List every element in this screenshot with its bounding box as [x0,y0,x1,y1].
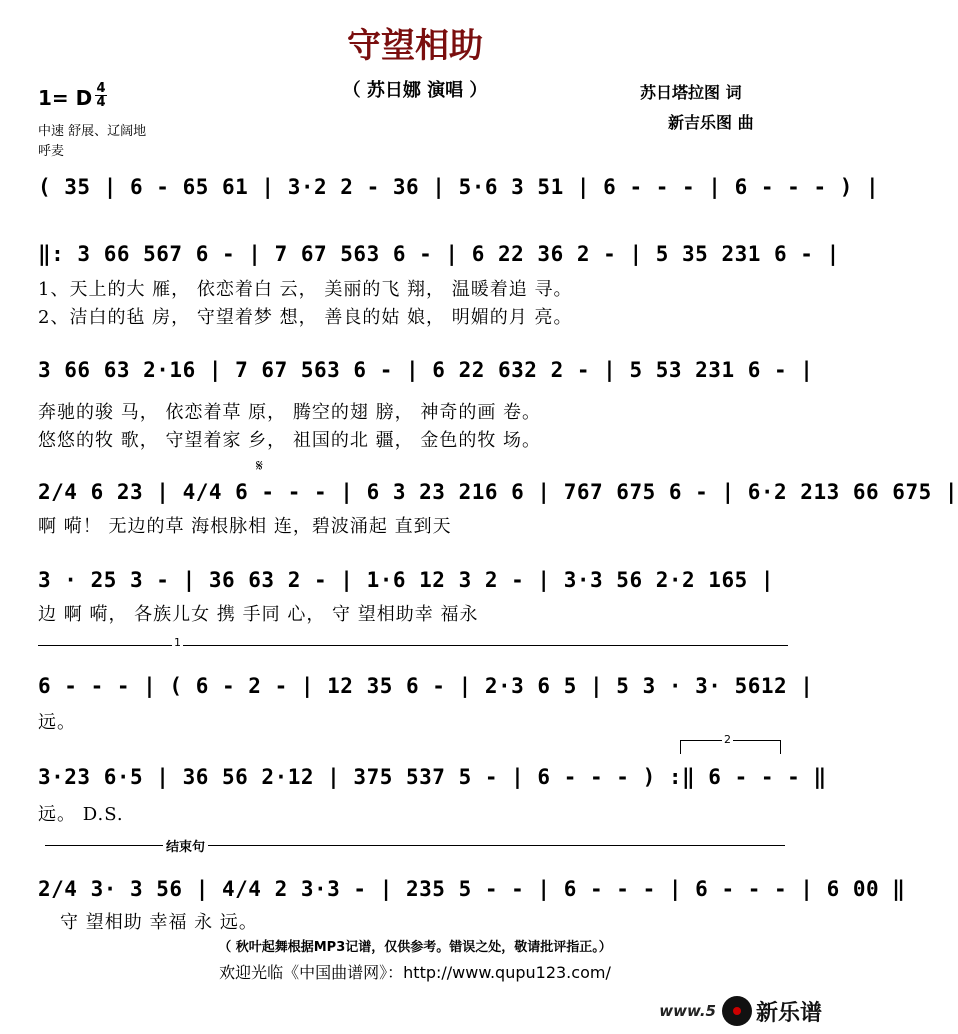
transcriber-note: （ 秋叶起舞根据MP3记谱，仅供参考。错误之处，敬请批评指正。） [218,940,612,955]
segno-sign: 𝄋 [256,456,263,475]
score-line-5-notes: 3 · 25 3 - | 36 63 2 - | 1·6 12 3 2 - | 3·3 56 2·2 165 | [38,568,775,592]
time-signature [95,82,107,109]
lyrics-line-5: 边 啊 嗬， 各族儿女 携 手同 心， 守 望相助幸 福永 [38,604,479,625]
lyrics-line-8: 守 望相助 幸福 永 远。 [60,912,258,933]
lyrics-line-7: 远。 D.S. [38,804,124,825]
ending-label: 结束句 [163,836,208,855]
lyrics-line-2-verse-1: 1、天上的大 雁， 依恋着白 云， 美丽的飞 翔， 温暖着追 寻。 [38,279,573,300]
lyrics-line-2-verse-2: 2、洁白的毡 房， 守望着梦 想， 善良的姑 娘， 明媚的月 亮。 [38,307,573,328]
key-signature: 1= D [38,86,93,110]
score-line-3-notes: 3 66 63 2·16 | 7 67 563 6 - | 6 22 632 2 - | 5 53 231 6 - | [38,358,814,382]
volta-2-bracket-left [680,740,681,754]
time-bottom: 4 [96,95,106,110]
watermark-text: www.5 [659,1002,716,1020]
score-line-7-notes: 3·23 6·5 | 36 56 2·12 | 375 537 5 - | 6 - - - ) :‖ 6 - - - ‖ [38,765,827,789]
score-line-4-notes: 2/4 6 23 | 4/4 6 - - - | 6 3 23 216 6 | 767 675 6 - | 6·2 213 66 675 | [38,480,958,504]
tempo-marking: 中速 舒展、辽阔地 [38,124,147,139]
ending-bracket [45,845,785,846]
intro-note: 呼麦 [38,144,65,159]
volta-2-label: 2 [724,733,731,746]
score-line-1-notes: ( 35 | 6 - 65 61 | 3·2 2 - 36 | 5·6 3 51 | 6 - - - | 6 - - - ) | [38,175,880,199]
score-line-6-notes: 6 - - - | ( 6 - 2 - | 12 35 6 - | 2·3 6 5 | 5 3 · 3· 5612 | [38,674,814,698]
volta-2-bracket-right [780,740,781,754]
volta-1-bracket [38,645,788,646]
composer-credit: 新吉乐图 曲 [668,113,754,132]
volta-1-label: 1 [174,636,181,649]
lyrics-line-4: 啊 嗬！ 无边的草 海根脉相 连，碧波涌起 直到天 [38,516,452,537]
vinyl-record-icon [722,996,752,1026]
lyrics-line-3-verse-2: 悠悠的牧 歌， 守望着家 乡， 祖国的北 疆， 金色的牧 场。 [38,430,542,451]
score-line-8-notes: 2/4 3· 3 56 | 4/4 2 3·3 - | 235 5 - - | 6 - - - | 6 - - - | 6 00 ‖ [38,877,906,901]
site-link[interactable]: 欢迎光临《中国曲谱网》：http://www.qupu123.com/ [219,963,611,982]
logo-text: 新乐谱 [755,1000,822,1026]
singer-credit: （ 苏日娜 演唱 ） [342,80,488,101]
lyrics-line-3-verse-1: 奔驰的骏 马， 依恋着草 原， 腾空的翅 膀， 神奇的画 卷。 [38,402,542,423]
song-title: 守望相助 [347,26,483,66]
site-logo [659,994,822,1028]
time-top: 4 [96,81,106,96]
lyricist-credit: 苏日塔拉图 词 [640,83,742,102]
score-line-2-notes: ‖: 3 66 567 6 - | 7 67 563 6 - | 6 22 36 2 - | 5 35 231 6 - | [38,242,840,266]
lyrics-line-6: 远。 [38,712,76,733]
